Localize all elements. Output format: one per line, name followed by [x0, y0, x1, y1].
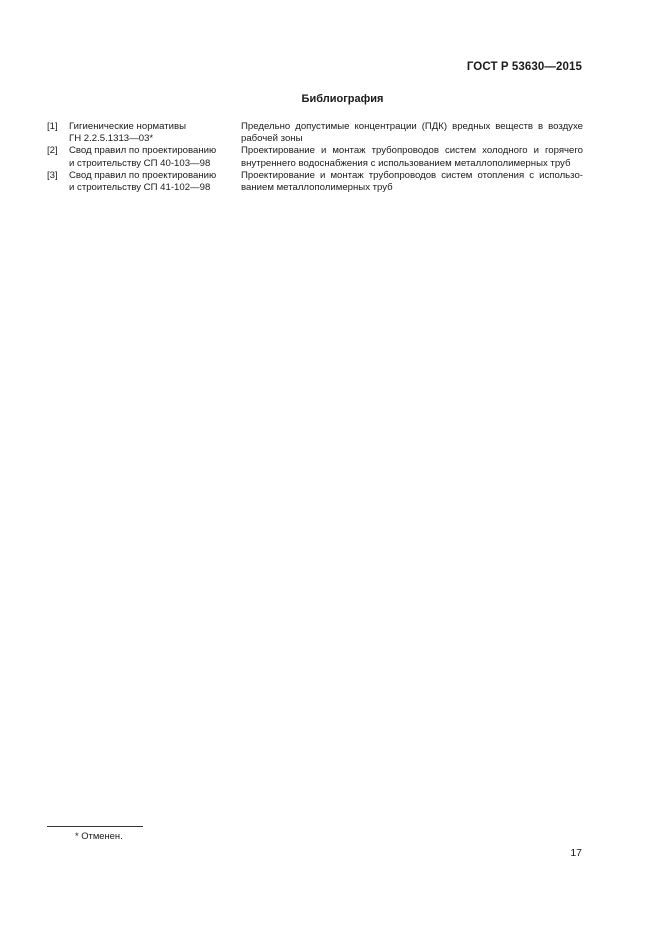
entry-number: [3]: [47, 169, 58, 181]
entry-number: [1]: [47, 121, 58, 132]
description-line: рабочей зоны: [241, 133, 303, 145]
source-line: Свод правил по проектированию: [69, 145, 217, 157]
entry-number: [2]: [47, 145, 58, 157]
document-code: ГОСТ Р 53630—2015: [466, 61, 582, 73]
source-line: Гигиенические нормативы: [69, 121, 186, 132]
entry-description: [241, 121, 583, 145]
description-line: Проектирование и монтаж трубопроводов систем холодного и горячего: [241, 145, 583, 157]
source-line: и строительству СП 40-103—98: [69, 157, 211, 169]
bibliography-entry-1: [47, 121, 583, 145]
page-number: 17: [570, 847, 582, 859]
description-line: ванием металлополимерных труб: [241, 182, 393, 194]
entry-source: [69, 145, 241, 169]
source-line: ГН 2.2.5.1313—03*: [69, 133, 154, 145]
entry-source: [69, 121, 241, 145]
entry-description: [241, 170, 583, 194]
entry-source: [69, 170, 241, 194]
source-line: и строительству СП 41-102—98: [69, 182, 211, 194]
footnote-divider: [47, 826, 143, 827]
footnote: * Отменен.: [75, 830, 123, 841]
bibliography-entry-2: [47, 145, 583, 169]
entry-description: [241, 145, 583, 169]
source-line: Свод правил по проектированию: [69, 169, 217, 181]
description-line: Проектирование и монтаж трубопроводов систем отопления с использо-: [241, 169, 583, 181]
description-line: Предельно допустимые концентрации (ПДК) вредных веществ в воздухе: [241, 121, 583, 132]
bibliography-entry-3: [47, 170, 583, 194]
description-line: внутреннего водоснабжения с использованием металлополимерных труб: [241, 157, 571, 169]
bibliography-list: [47, 121, 583, 194]
section-title: Библиография: [301, 93, 384, 105]
